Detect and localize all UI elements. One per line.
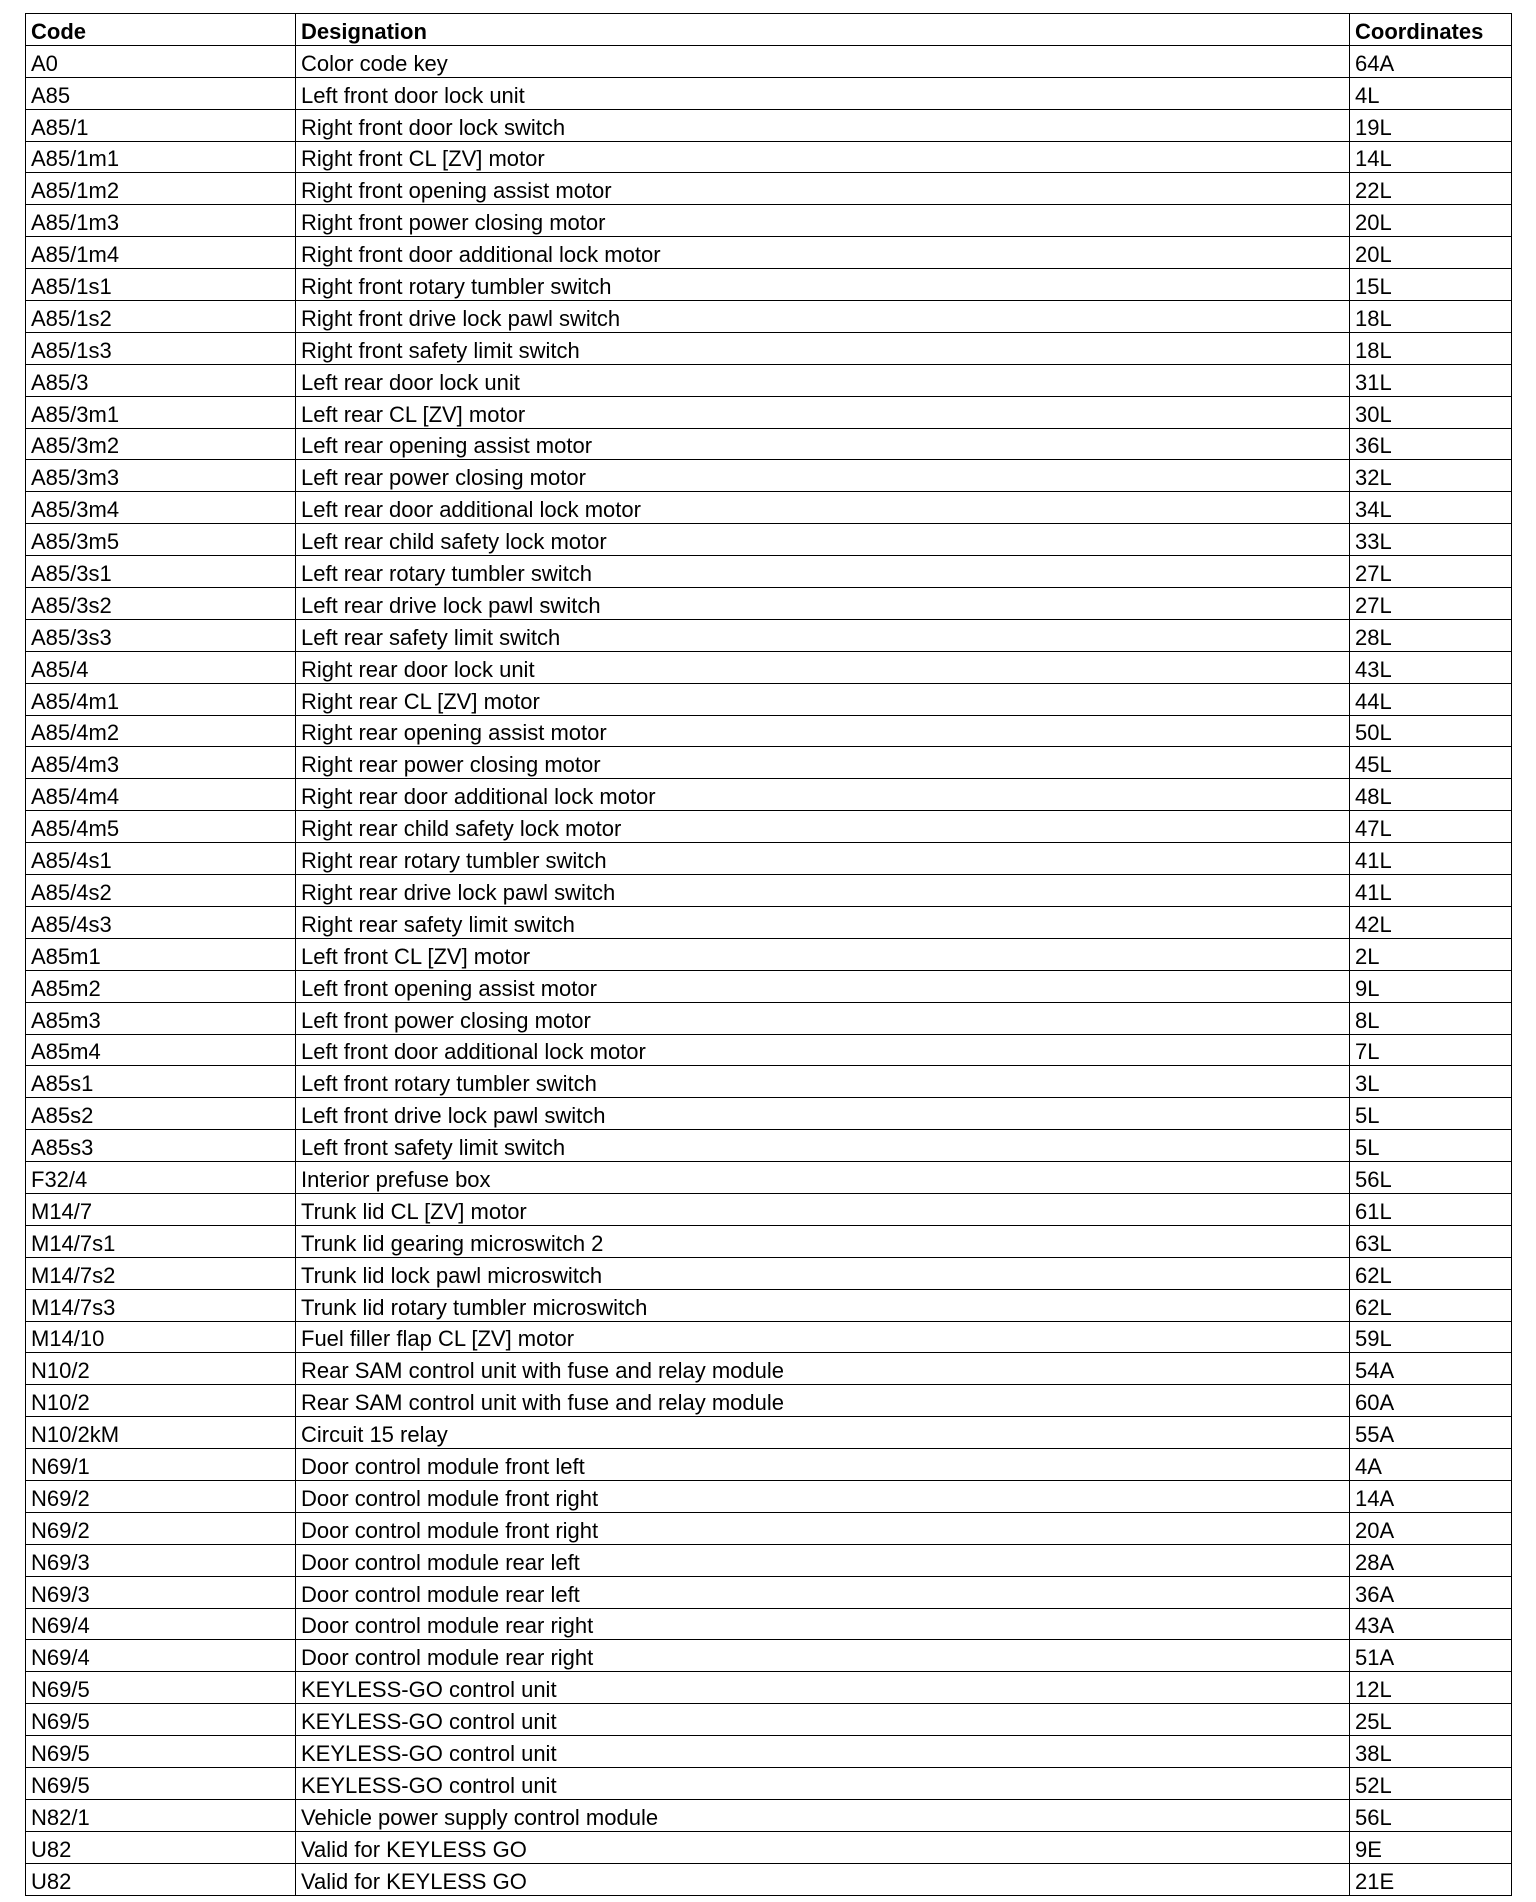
code-cell: N10/2kM (26, 1417, 296, 1449)
designation-cell: Color code key (296, 45, 1350, 77)
code-cell: N82/1 (26, 1799, 296, 1831)
code-cell: A85/4m5 (26, 811, 296, 843)
table-row (26, 1799, 1512, 1831)
designation-cell: Left rear CL [ZV] motor (296, 396, 1350, 428)
code-cell: A85/3m1 (26, 396, 296, 428)
designation-cell: Valid for KEYLESS GO (296, 1863, 1350, 1895)
designation-cell: Door control module front right (296, 1480, 1350, 1512)
designation-cell: KEYLESS-GO control unit (296, 1704, 1350, 1736)
table-row (26, 683, 1512, 715)
table-row (26, 619, 1512, 651)
coordinates-cell: 20L (1350, 237, 1512, 269)
code-cell: A85/4m3 (26, 747, 296, 779)
table-row (26, 1098, 1512, 1130)
coordinates-cell: 36L (1350, 428, 1512, 460)
table-row (26, 556, 1512, 588)
coordinates-cell: 27L (1350, 556, 1512, 588)
designation-cell: Right front safety limit switch (296, 332, 1350, 364)
table-row (26, 651, 1512, 683)
code-cell: A85/1s2 (26, 301, 296, 333)
table-row (26, 1002, 1512, 1034)
code-cell: N69/4 (26, 1640, 296, 1672)
coordinates-cell: 4A (1350, 1449, 1512, 1481)
table-row (26, 843, 1512, 875)
code-cell: A85/3 (26, 364, 296, 396)
designation-cell: Right rear door additional lock motor (296, 779, 1350, 811)
table-row (26, 1034, 1512, 1066)
coordinates-cell: 20L (1350, 205, 1512, 237)
designation-cell: Trunk lid gearing microswitch 2 (296, 1225, 1350, 1257)
coordinates-cell: 56L (1350, 1799, 1512, 1831)
designation-cell: Rear SAM control unit with fuse and relay module (296, 1353, 1350, 1385)
code-cell: A85/1 (26, 109, 296, 141)
table-row (26, 779, 1512, 811)
coordinates-cell: 27L (1350, 588, 1512, 620)
designation-cell: Left rear drive lock pawl switch (296, 588, 1350, 620)
code-cell: N69/4 (26, 1608, 296, 1640)
designation-cell: Right front door lock switch (296, 109, 1350, 141)
designation-cell: KEYLESS-GO control unit (296, 1767, 1350, 1799)
coordinates-cell: 22L (1350, 173, 1512, 205)
table-row (26, 1225, 1512, 1257)
coordinates-cell: 52L (1350, 1767, 1512, 1799)
table-row (26, 301, 1512, 333)
table-row (26, 173, 1512, 205)
designation-cell: Left rear opening assist motor (296, 428, 1350, 460)
table-row (26, 1130, 1512, 1162)
table-row (26, 1353, 1512, 1385)
designation-cell: Right rear opening assist motor (296, 715, 1350, 747)
designation-cell: Door control module rear right (296, 1640, 1350, 1672)
table-row (26, 1417, 1512, 1449)
header-coordinates: Coordinates (1350, 14, 1512, 46)
code-cell: A85m4 (26, 1034, 296, 1066)
designation-cell: Left rear power closing motor (296, 460, 1350, 492)
code-cell: U82 (26, 1831, 296, 1863)
table-row (26, 1736, 1512, 1768)
code-cell: M14/7s2 (26, 1257, 296, 1289)
coordinates-cell: 55A (1350, 1417, 1512, 1449)
coordinates-cell: 30L (1350, 396, 1512, 428)
table-row (26, 1544, 1512, 1576)
designation-cell: Left rear safety limit switch (296, 619, 1350, 651)
coordinates-cell: 42L (1350, 906, 1512, 938)
coordinates-cell: 50L (1350, 715, 1512, 747)
designation-cell: Left front door additional lock motor (296, 1034, 1350, 1066)
coordinates-cell: 45L (1350, 747, 1512, 779)
code-cell: N69/2 (26, 1480, 296, 1512)
designation-cell: Rear SAM control unit with fuse and relay module (296, 1385, 1350, 1417)
designation-cell: Vehicle power supply control module (296, 1799, 1350, 1831)
code-cell: A85/1m3 (26, 205, 296, 237)
table-body (26, 45, 1512, 1895)
designation-cell: Door control module rear left (296, 1544, 1350, 1576)
code-cell: U82 (26, 1863, 296, 1895)
table-row (26, 1162, 1512, 1194)
code-cell: A85/3m4 (26, 492, 296, 524)
table-row (26, 45, 1512, 77)
designation-cell: Right front CL [ZV] motor (296, 141, 1350, 173)
table-row (26, 1066, 1512, 1098)
coordinates-cell: 41L (1350, 875, 1512, 907)
code-cell: N69/5 (26, 1672, 296, 1704)
designation-cell: Right rear CL [ZV] motor (296, 683, 1350, 715)
designation-cell: Left rear door additional lock motor (296, 492, 1350, 524)
designation-cell: Door control module rear right (296, 1608, 1350, 1640)
coordinates-cell: 60A (1350, 1385, 1512, 1417)
table-row (26, 1385, 1512, 1417)
coordinates-cell: 5L (1350, 1130, 1512, 1162)
table-row (26, 906, 1512, 938)
coordinates-cell: 28A (1350, 1544, 1512, 1576)
coordinates-cell: 56L (1350, 1162, 1512, 1194)
code-cell: A85/3s1 (26, 556, 296, 588)
header-row (26, 14, 1512, 46)
coordinates-cell: 14A (1350, 1480, 1512, 1512)
coordinates-cell: 34L (1350, 492, 1512, 524)
coordinates-cell: 21E (1350, 1863, 1512, 1895)
code-cell: A85/4m1 (26, 683, 296, 715)
table-row (26, 747, 1512, 779)
code-cell: N69/3 (26, 1576, 296, 1608)
table-row (26, 1193, 1512, 1225)
table-row (26, 1831, 1512, 1863)
header-code: Code (26, 14, 296, 46)
designation-cell: Right front drive lock pawl switch (296, 301, 1350, 333)
coordinates-cell: 62L (1350, 1289, 1512, 1321)
coordinates-cell: 7L (1350, 1034, 1512, 1066)
table-row (26, 1672, 1512, 1704)
code-cell: N10/2 (26, 1353, 296, 1385)
code-cell: A85m1 (26, 938, 296, 970)
designation-cell: Right rear safety limit switch (296, 906, 1350, 938)
code-cell: A85/3m5 (26, 524, 296, 556)
designation-cell: Trunk lid rotary tumbler microswitch (296, 1289, 1350, 1321)
code-cell: M14/7s1 (26, 1225, 296, 1257)
coordinates-cell: 12L (1350, 1672, 1512, 1704)
code-cell: A85/4s3 (26, 906, 296, 938)
table-row (26, 811, 1512, 843)
designation-cell: Right front power closing motor (296, 205, 1350, 237)
code-cell: A85/1s1 (26, 269, 296, 301)
designation-cell: Left front rotary tumbler switch (296, 1066, 1350, 1098)
designation-cell: Trunk lid CL [ZV] motor (296, 1193, 1350, 1225)
table-row (26, 492, 1512, 524)
code-cell: A85/4m2 (26, 715, 296, 747)
code-cell: A85/3s3 (26, 619, 296, 651)
code-cell: A85/1m1 (26, 141, 296, 173)
table-row (26, 970, 1512, 1002)
coordinates-cell: 2L (1350, 938, 1512, 970)
designation-cell: KEYLESS-GO control unit (296, 1736, 1350, 1768)
table-row (26, 396, 1512, 428)
table-row (26, 1576, 1512, 1608)
coordinates-cell: 41L (1350, 843, 1512, 875)
table-row (26, 524, 1512, 556)
designation-cell: Right rear child safety lock motor (296, 811, 1350, 843)
table-row (26, 1767, 1512, 1799)
designation-cell: Right front door additional lock motor (296, 237, 1350, 269)
table-row (26, 109, 1512, 141)
designation-cell: Left front door lock unit (296, 77, 1350, 109)
coordinates-cell: 31L (1350, 364, 1512, 396)
coordinates-cell: 48L (1350, 779, 1512, 811)
coordinates-cell: 14L (1350, 141, 1512, 173)
coordinates-cell: 18L (1350, 332, 1512, 364)
code-cell: N69/5 (26, 1767, 296, 1799)
coordinates-cell: 59L (1350, 1321, 1512, 1353)
code-cell: A85/4s2 (26, 875, 296, 907)
coordinates-cell: 25L (1350, 1704, 1512, 1736)
coordinates-cell: 61L (1350, 1193, 1512, 1225)
code-cell: A85/1s3 (26, 332, 296, 364)
code-cell: A85/3m2 (26, 428, 296, 460)
component-legend-table (25, 13, 1512, 1896)
designation-cell: Right rear drive lock pawl switch (296, 875, 1350, 907)
code-cell: A85s2 (26, 1098, 296, 1130)
code-cell: N69/2 (26, 1512, 296, 1544)
table-row (26, 1257, 1512, 1289)
code-cell: A85m3 (26, 1002, 296, 1034)
coordinates-cell: 18L (1350, 301, 1512, 333)
designation-cell: Left front drive lock pawl switch (296, 1098, 1350, 1130)
designation-cell: Left front safety limit switch (296, 1130, 1350, 1162)
code-cell: M14/7 (26, 1193, 296, 1225)
designation-cell: Circuit 15 relay (296, 1417, 1350, 1449)
table-row (26, 428, 1512, 460)
coordinates-cell: 43A (1350, 1608, 1512, 1640)
coordinates-cell: 20A (1350, 1512, 1512, 1544)
code-cell: F32/4 (26, 1162, 296, 1194)
code-cell: A85 (26, 77, 296, 109)
coordinates-cell: 64A (1350, 45, 1512, 77)
coordinates-cell: 28L (1350, 619, 1512, 651)
coordinates-cell: 38L (1350, 1736, 1512, 1768)
coordinates-cell: 3L (1350, 1066, 1512, 1098)
table-row (26, 1480, 1512, 1512)
designation-cell: Right front rotary tumbler switch (296, 269, 1350, 301)
code-cell: A85/3s2 (26, 588, 296, 620)
table-row (26, 364, 1512, 396)
coordinates-cell: 44L (1350, 683, 1512, 715)
table-row (26, 460, 1512, 492)
table-row (26, 141, 1512, 173)
code-cell: N69/5 (26, 1736, 296, 1768)
code-cell: N69/5 (26, 1704, 296, 1736)
table-row (26, 715, 1512, 747)
designation-cell: Door control module front right (296, 1512, 1350, 1544)
code-cell: N69/1 (26, 1449, 296, 1481)
designation-cell: Valid for KEYLESS GO (296, 1831, 1350, 1863)
table-row (26, 1608, 1512, 1640)
designation-cell: Left front CL [ZV] motor (296, 938, 1350, 970)
designation-cell: Right rear door lock unit (296, 651, 1350, 683)
code-cell: A0 (26, 45, 296, 77)
coordinates-cell: 54A (1350, 1353, 1512, 1385)
designation-cell: Right rear rotary tumbler switch (296, 843, 1350, 875)
table-row (26, 1640, 1512, 1672)
code-cell: N10/2 (26, 1385, 296, 1417)
designation-cell: Fuel filler flap CL [ZV] motor (296, 1321, 1350, 1353)
coordinates-cell: 19L (1350, 109, 1512, 141)
table-row (26, 588, 1512, 620)
coordinates-cell: 47L (1350, 811, 1512, 843)
designation-cell: Door control module rear left (296, 1576, 1350, 1608)
designation-cell: KEYLESS-GO control unit (296, 1672, 1350, 1704)
code-cell: N69/3 (26, 1544, 296, 1576)
table-row (26, 1704, 1512, 1736)
designation-cell: Left rear door lock unit (296, 364, 1350, 396)
coordinates-cell: 15L (1350, 269, 1512, 301)
table-row (26, 1863, 1512, 1895)
designation-cell: Left rear rotary tumbler switch (296, 556, 1350, 588)
coordinates-cell: 43L (1350, 651, 1512, 683)
coordinates-cell: 32L (1350, 460, 1512, 492)
designation-cell: Left front opening assist motor (296, 970, 1350, 1002)
coordinates-cell: 33L (1350, 524, 1512, 556)
table-row (26, 332, 1512, 364)
table-row (26, 1512, 1512, 1544)
code-cell: A85/1m4 (26, 237, 296, 269)
coordinates-cell: 4L (1350, 77, 1512, 109)
designation-cell: Door control module front left (296, 1449, 1350, 1481)
table-header (26, 14, 1512, 46)
coordinates-cell: 63L (1350, 1225, 1512, 1257)
code-cell: A85s1 (26, 1066, 296, 1098)
designation-cell: Interior prefuse box (296, 1162, 1350, 1194)
header-designation: Designation (296, 14, 1350, 46)
coordinates-cell: 9E (1350, 1831, 1512, 1863)
code-cell: A85/3m3 (26, 460, 296, 492)
coordinates-cell: 5L (1350, 1098, 1512, 1130)
code-cell: M14/10 (26, 1321, 296, 1353)
coordinates-cell: 62L (1350, 1257, 1512, 1289)
code-cell: A85/4s1 (26, 843, 296, 875)
coordinates-cell: 36A (1350, 1576, 1512, 1608)
table-row (26, 1289, 1512, 1321)
coordinates-cell: 8L (1350, 1002, 1512, 1034)
table-row (26, 875, 1512, 907)
designation-cell: Right rear power closing motor (296, 747, 1350, 779)
designation-cell: Left rear child safety lock motor (296, 524, 1350, 556)
table-row (26, 938, 1512, 970)
code-cell: A85/4 (26, 651, 296, 683)
table-row (26, 1449, 1512, 1481)
code-cell: A85/1m2 (26, 173, 296, 205)
table-row (26, 77, 1512, 109)
code-cell: A85s3 (26, 1130, 296, 1162)
code-cell: M14/7s3 (26, 1289, 296, 1321)
coordinates-cell: 9L (1350, 970, 1512, 1002)
coordinates-cell: 51A (1350, 1640, 1512, 1672)
table-row (26, 237, 1512, 269)
table-row (26, 269, 1512, 301)
code-cell: A85m2 (26, 970, 296, 1002)
code-cell: A85/4m4 (26, 779, 296, 811)
table-row (26, 1321, 1512, 1353)
designation-cell: Left front power closing motor (296, 1002, 1350, 1034)
designation-cell: Trunk lid lock pawl microswitch (296, 1257, 1350, 1289)
designation-cell: Right front opening assist motor (296, 173, 1350, 205)
table-row (26, 205, 1512, 237)
